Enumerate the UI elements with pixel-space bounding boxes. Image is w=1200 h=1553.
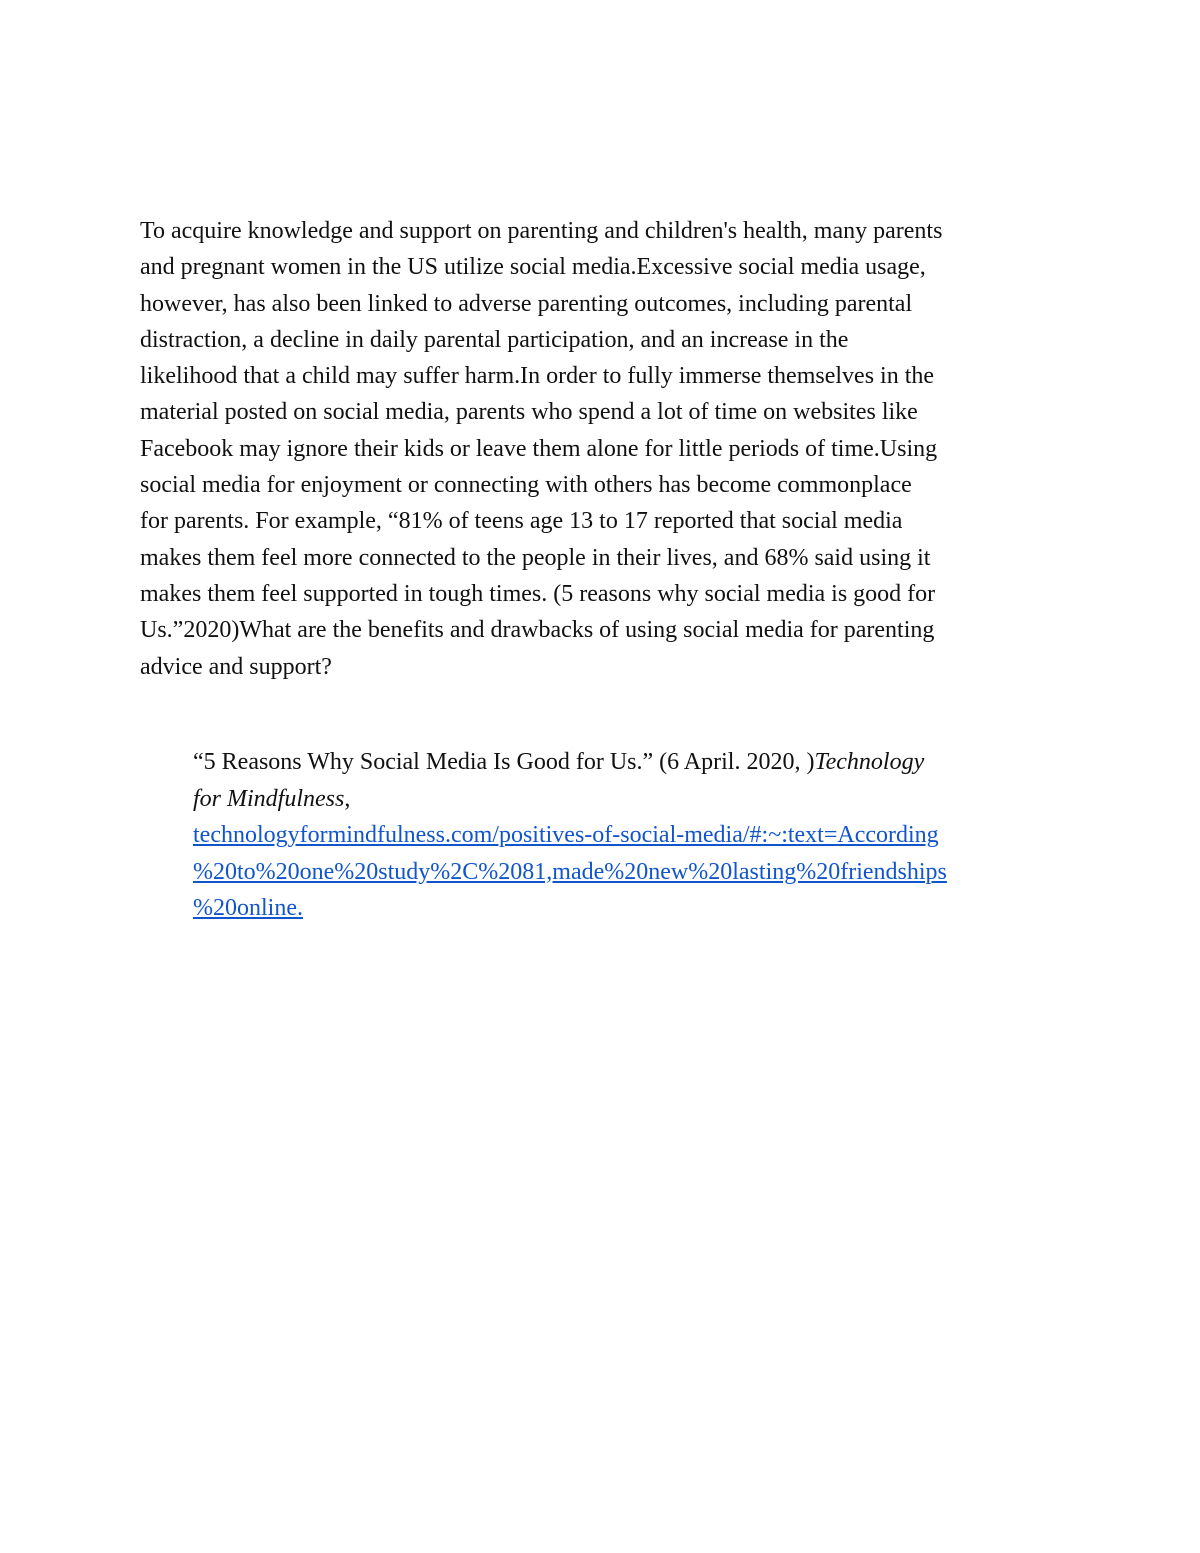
paragraph-line: social media for enjoyment or connecting with others has become commonplace [140, 472, 912, 499]
paragraph-line: distraction, a decline in daily parental participation, and an increase in the [140, 326, 849, 353]
citation-link-line-1[interactable]: technologyformindfulness.com/positives-of-social-media/#:~:text=According [193, 822, 939, 848]
citation-line-1 [193, 744, 1073, 781]
paragraph-line: material posted on social media, parents who spend a lot of time on websites like [140, 399, 918, 426]
citation-comma: , [344, 785, 351, 812]
paragraph-line: Facebook may ignore their kids or leave them alone for little periods of time.Using [140, 435, 938, 462]
citation-link-line-2[interactable]: %20to%20one%20study%2C%2081,made%20new%20lasting%20friendships [193, 858, 947, 885]
paragraph-line: however, has also been linked to adverse parenting outcomes, including parental [140, 290, 913, 317]
paragraph-line: makes them feel more connected to the people in their lives, and 68% said using it [140, 544, 931, 571]
paragraph-line: Us.”2020)What are the benefits and drawbacks of using social media for parenting [140, 617, 935, 644]
citation-line-2 [193, 781, 1073, 818]
citation-title: “5 Reasons Why Social Media Is Good for Us.” (6 April. 2020, ) [193, 749, 815, 775]
citation-source-part1: Technology [814, 749, 925, 775]
paragraph-line: for parents. For example, “81% of teens age 13 to 17 reported that social media [140, 508, 903, 535]
body-paragraph [140, 213, 1065, 685]
citation-link-line-3[interactable]: %20online. [193, 895, 303, 921]
paragraph-line: likelihood that a child may suffer harm.In order to fully immerse themselves in the [140, 363, 935, 390]
paragraph-line: To acquire knowledge and support on parenting and children's health, many parents [140, 218, 943, 244]
works-cited-entry [193, 744, 1073, 927]
citation-source-part2: for Mindfulness [193, 785, 345, 812]
paragraph-line: makes them feel supported in tough times. (5 reasons why social media is good for [140, 580, 936, 607]
paragraph-line: advice and support? [140, 653, 332, 680]
paragraph-line: and pregnant women in the US utilize social media.Excessive social media usage, [140, 254, 926, 281]
